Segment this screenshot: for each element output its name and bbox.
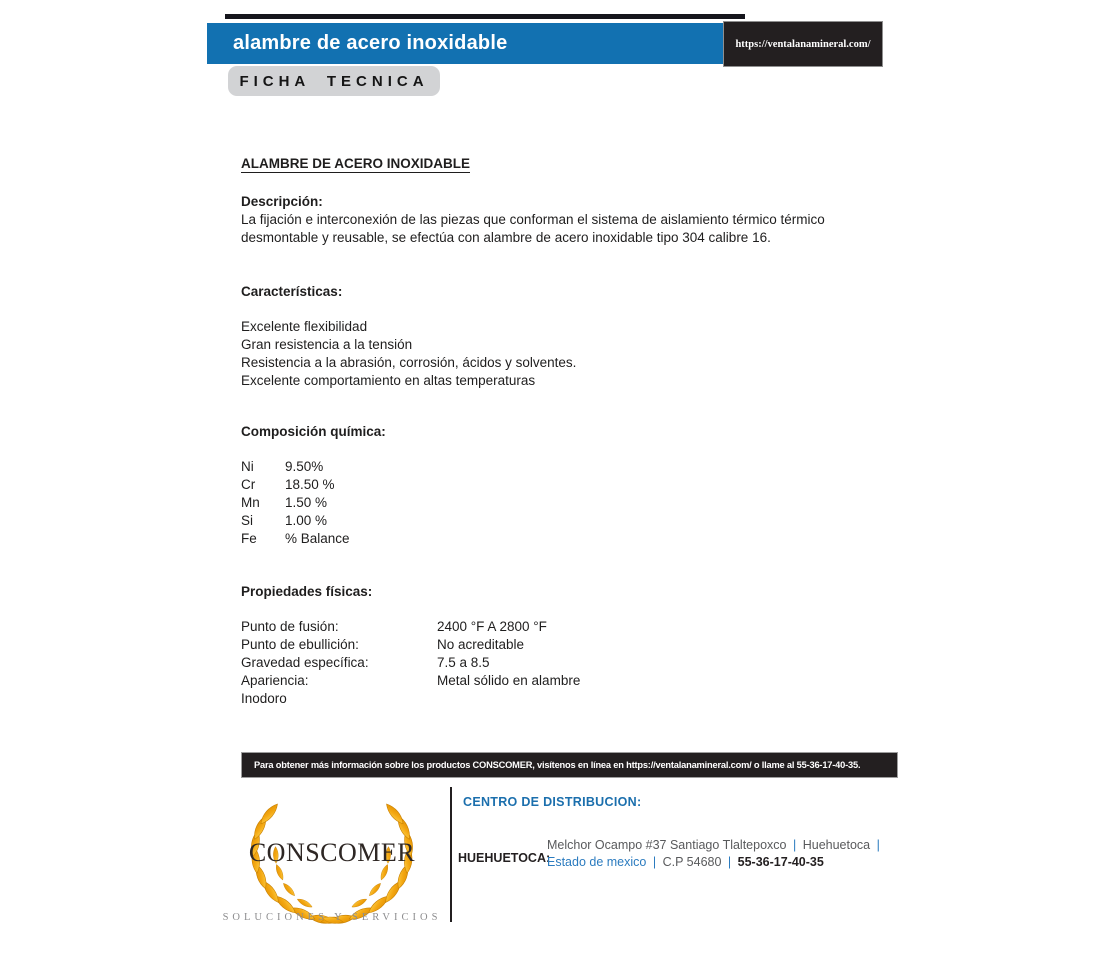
address-part: C.P 54680 [662, 855, 722, 869]
address-line1 [547, 837, 883, 854]
property-row [241, 672, 903, 690]
property-row [241, 636, 903, 654]
caracteristica-item: Resistencia a la abrasión, corrosión, ácidos y solventes. [241, 355, 577, 370]
composition-row [241, 494, 903, 512]
footer-divider [450, 787, 452, 922]
element-symbol: Cr [241, 477, 256, 492]
header-accent-line [225, 14, 745, 19]
property-label: Apariencia: [241, 673, 309, 688]
ficha-tecnica-label: FICHA TECNICA [239, 72, 429, 90]
element-value: 18.50 % [285, 477, 335, 492]
composition-row [241, 512, 903, 530]
logo-name: CONSCOMER [248, 838, 416, 867]
caracteristica-item: Excelente comportamiento en altas temperaturas [241, 373, 536, 388]
distribution-heading: CENTRO DE DISTRIBUCION: [463, 795, 642, 809]
address-block [547, 837, 883, 871]
element-value: 1.00 % [285, 513, 328, 528]
address-line2 [547, 854, 883, 871]
propiedades-heading: Propiedades físicas: [241, 584, 373, 599]
element-symbol: Mn [241, 495, 260, 510]
property-row [241, 618, 903, 636]
document-title: ALAMBRE DE ACERO INOXIDABLE [241, 156, 471, 171]
property-row [241, 690, 903, 708]
address-part: | [652, 855, 657, 869]
ficha-tecnica-badge [228, 66, 440, 96]
info-banner-text: Para obtener más información sobre los productos CONSCOMER, visítenos en línea en https://ventalanamineral.com/ o llame al 55-36-17-40-35. [254, 760, 861, 770]
section-caracteristicas [241, 283, 903, 390]
address-part: | [876, 838, 880, 852]
conscomer-logo [218, 796, 446, 936]
property-label: Punto de ebullición: [241, 637, 359, 652]
header-url-text: https://ventalanamineral.com/ [735, 38, 871, 50]
element-symbol: Fe [241, 531, 257, 546]
location-label: HUEHUETOCA: [458, 851, 551, 865]
property-value: Metal sólido en alambre [437, 673, 581, 688]
logo-tagline: SOLUCIONES Y SERVICIOS [222, 912, 442, 923]
address-part: Huehuetoca [802, 838, 871, 852]
composition-row [241, 476, 903, 494]
element-value: 1.50 % [285, 495, 328, 510]
caracteristica-item: Excelente flexibilidad [241, 319, 368, 334]
address-part: | [792, 838, 797, 852]
header-title: alambre de acero inoxidable [233, 32, 508, 54]
property-label: Inodoro [241, 691, 287, 706]
element-symbol: Ni [241, 459, 254, 474]
element-value: % Balance [285, 531, 350, 546]
descripcion-heading: Descripción: [241, 194, 323, 209]
header-url-link[interactable] [723, 21, 883, 67]
property-label: Punto de fusión: [241, 619, 339, 634]
caracteristicas-heading: Características: [241, 284, 343, 299]
property-row [241, 654, 903, 672]
element-value: 9.50% [285, 459, 324, 474]
address-part: | [727, 855, 732, 869]
address-part: Estado de mexico [547, 855, 647, 869]
info-banner [241, 752, 898, 778]
composition-row [241, 458, 903, 476]
composicion-heading: Composición química: [241, 424, 386, 439]
descripcion-text: La fijación e interconexión de las piezas que conforman el sistema de aislamiento térmico térmico desmontable y reusable, se efectúa con alambre de acero inoxidable tipo 304 calibre 16. [241, 212, 825, 245]
section-composicion [241, 423, 903, 548]
property-value: No acreditable [437, 637, 525, 652]
section-descripcion [241, 193, 903, 247]
address-part: 55-36-17-40-35 [737, 855, 824, 869]
composition-row [241, 530, 903, 548]
property-value: 2400 °F A 2800 °F [437, 619, 547, 634]
address-part: Melchor Ocampo #37 Santiago Tlaltepoxco [547, 838, 787, 852]
caracteristica-item: Gran resistencia a la tensión [241, 337, 413, 352]
element-symbol: Si [241, 513, 254, 528]
property-label: Gravedad específica: [241, 655, 369, 670]
property-value: 7.5 a 8.5 [437, 655, 490, 670]
section-propiedades [241, 583, 903, 708]
